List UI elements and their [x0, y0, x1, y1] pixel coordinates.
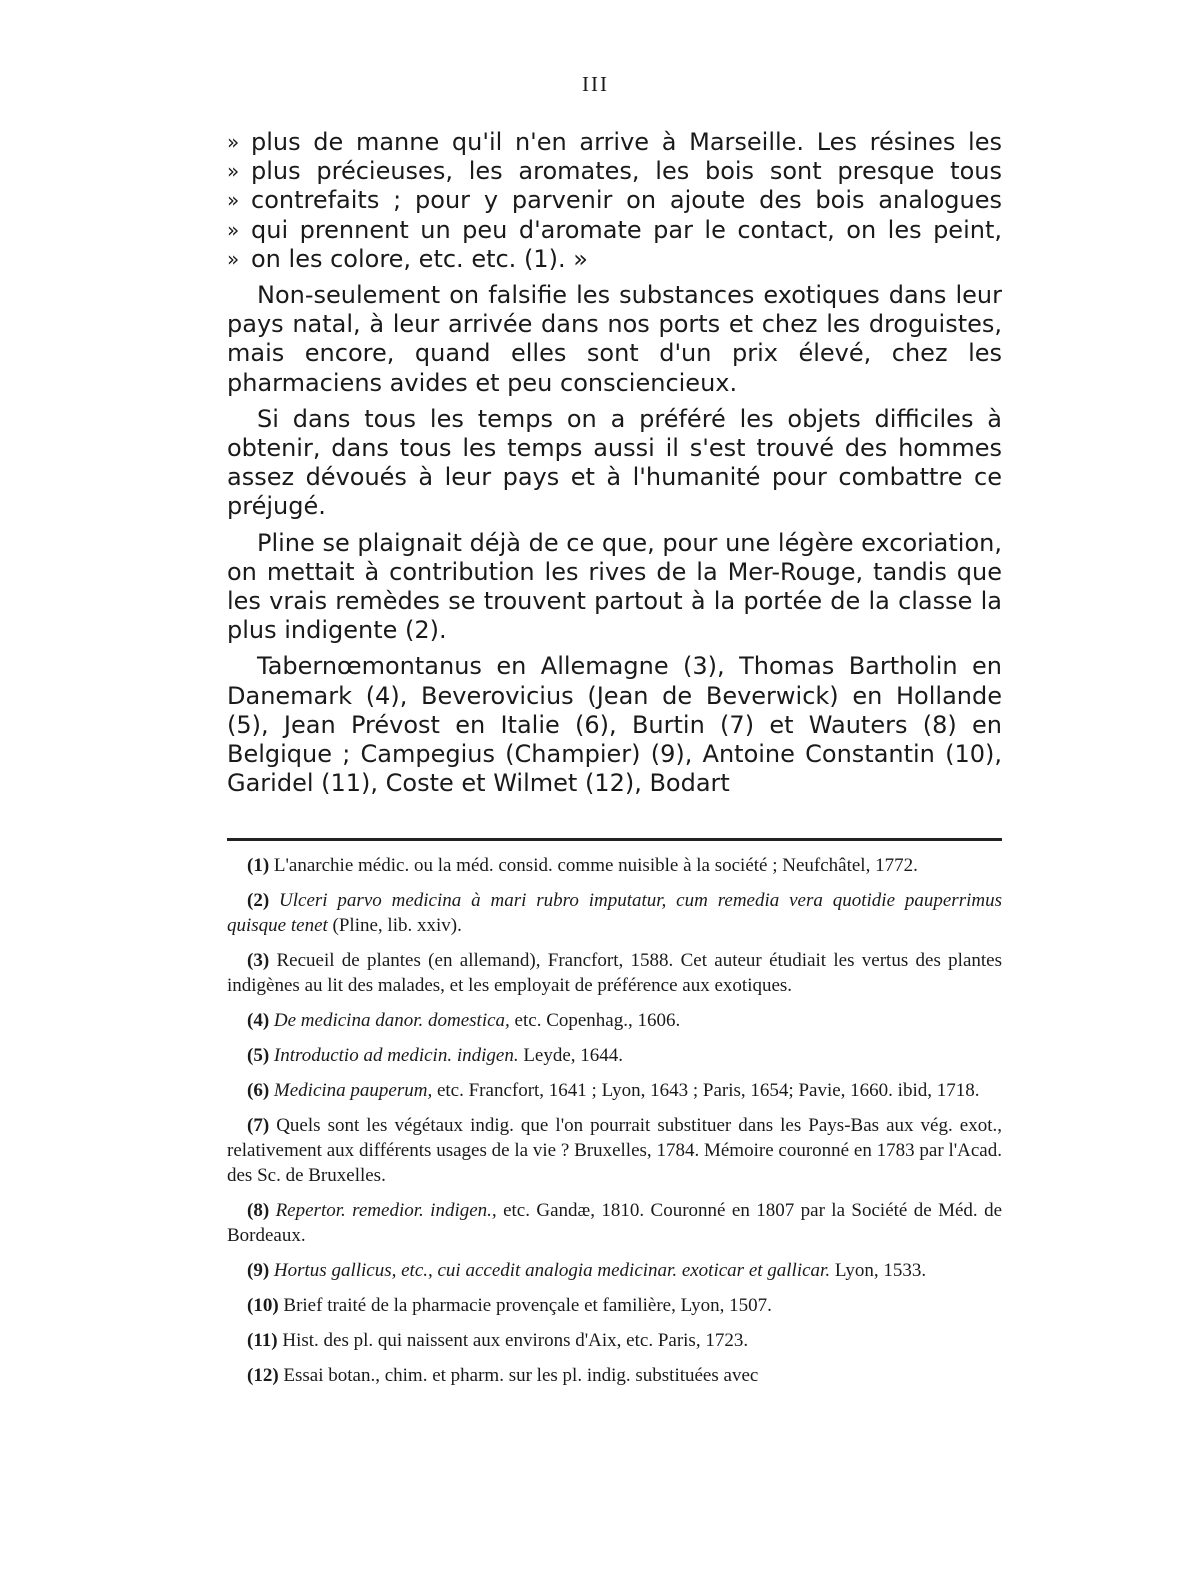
footnote-italic: Medicina pauperum, [273, 1080, 433, 1101]
quote-text: plus précieuses, les aromates, les bois sont presque tous [251, 157, 1002, 186]
footnote-text: Hist. des pl. qui naissent aux environs d'Aix, etc. Paris, 1723. [282, 1330, 749, 1351]
quote-mark: » [227, 246, 240, 271]
footnote-number: (8) [247, 1200, 270, 1221]
footnote-number: (6) [247, 1080, 270, 1101]
footnote-text: etc. Gandæ, 1810. Couronné en 1807 par la Société de Méd. de Bordeaux. [227, 1200, 1003, 1246]
paragraph: Tabernœmontanus en Allemagne (3), Thomas Bartholin en Danemark (4), Beverovicius (Jean de Beverwick) en Hollande (5), Jean Prévost en Italie (6), Burtin (7) et Wauters (8) en Belgique ; Campegius (Champier) (9), Antoine Constantin (10), Garidel (11), Coste et Wilmet (12), Bodart [227, 652, 1002, 798]
page-number: III [582, 72, 609, 96]
footnote-text: etc. Francfort, 1641 ; Lyon, 1643 ; Paris, 1654; Pavie, 1660. ibid, 1718. [436, 1080, 980, 1101]
quote-line [227, 216, 1002, 245]
footnote [227, 1043, 1002, 1068]
paragraph: Non-seulement on falsifie les substances exotiques dans leur pays natal, à leur arrivée dans nos ports et chez les droguistes, mais encore, quand elles sont d'un prix élevé, chez les pharmaciens avides et peu consciencieux. [227, 281, 1002, 397]
footnote-italic: Introductio ad medicin. indigen. [273, 1045, 519, 1066]
paragraph: Si dans tous les temps on a préféré les objets difficiles à obtenir, dans tous les temps aussi il s'est trouvé des hommes assez dévoués à leur pays et à l'humanité pour combattre ce préjugé. [227, 404, 1002, 521]
footnote [227, 1363, 1002, 1388]
footnote-number: (4) [247, 1010, 270, 1031]
quote-line [227, 186, 1002, 215]
quote-mark: » [227, 159, 240, 184]
footnote-italic: Repertor. remedior. indigen., [275, 1200, 497, 1221]
quote-line [227, 245, 1002, 274]
footnote-number: (1) [247, 855, 270, 876]
footnote-italic: Ulceri parvo medicina à mari rubro imputatur, cum remedia vera quotidie pauperrimus quisque tenet [227, 890, 1002, 936]
footnote-text: etc. Copenhag., 1606. [514, 1010, 681, 1031]
footnote [227, 1008, 1002, 1033]
footnote-number: (11) [247, 1330, 278, 1351]
footnote-text: Recueil de plantes (en allemand), Francfort, 1588. Cet auteur étudiait les vertus des plantes indigènes au lit des malades, et les employait de préférence aux exotiques. [227, 950, 1002, 996]
quote-text: on les colore, etc. etc. (1). » [251, 244, 588, 273]
footnote [227, 1258, 1002, 1283]
footnote [227, 948, 1002, 998]
footnote-italic: De medicina danor. domestica, [273, 1010, 510, 1031]
footnote-number: (12) [247, 1365, 279, 1386]
footnote [227, 853, 1002, 878]
footnote-text: Quels sont les végétaux indig. que l'on pourrait substituer dans les Pays-Bas aux vég. exot., relativement aux différents usages de la vie ? Bruxelles, 1784. Mémoire couronné en 1783 par l'Acad. des Sc. de Bruxelles. [227, 1115, 1002, 1186]
footnote-text: L'anarchie médic. ou la méd. consid. comme nuisible à la société ; Neufchâtel, 1772. [273, 855, 918, 876]
quote-text: contrefaits ; pour y parvenir on ajoute des bois analogues [251, 186, 1002, 215]
quote-text: plus de manne qu'il n'en arrive à Marseille. Les résines les [251, 128, 1002, 156]
main-text [227, 128, 1002, 798]
quote-line [227, 157, 1002, 186]
footnote-number: (2) [247, 890, 270, 911]
footnote-number: (9) [247, 1260, 270, 1281]
footnote-number: (10) [247, 1295, 279, 1316]
footnote-italic: Hortus gallicus, etc., cui accedit analogia medicinar. exoticar et gallicar. [273, 1260, 831, 1281]
footnote-text: (Pline, lib. xxiv). [332, 915, 462, 936]
footnote [227, 1293, 1002, 1318]
quote-mark: » [227, 188, 240, 213]
quote-mark: » [227, 217, 240, 242]
footnote-number: (3) [247, 950, 270, 971]
quote-mark: » [227, 130, 240, 154]
footnote-number: (5) [247, 1045, 270, 1066]
footnote [227, 1328, 1002, 1353]
footnote-text: Brief traité de la pharmacie provençale et familière, Lyon, 1507. [283, 1295, 772, 1316]
footnote [227, 888, 1002, 938]
paragraph: Pline se plaignait déjà de ce que, pour une légère excoriation, on mettait à contribution les rives de la Mer-Rouge, tandis que les vrais remèdes se trouvent partout à la portée de la classe la plus indigente (2). [227, 528, 1002, 645]
footnote [227, 1113, 1002, 1188]
footnote [227, 1198, 1002, 1248]
quote-line [227, 128, 1002, 157]
quote-text: qui prennent un peu d'aromate par le contact, on les peint, [251, 215, 1002, 244]
footnote [227, 1078, 1002, 1103]
footnote-text: Lyon, 1533. [834, 1260, 927, 1281]
footnote-text: Leyde, 1644. [523, 1045, 624, 1066]
footnote-text: Essai botan., chim. et pharm. sur les pl. indig. substituées avec [283, 1365, 759, 1386]
footnotes [227, 853, 1002, 1398]
footnote-divider [227, 838, 1002, 841]
footnote-number: (7) [247, 1115, 270, 1136]
